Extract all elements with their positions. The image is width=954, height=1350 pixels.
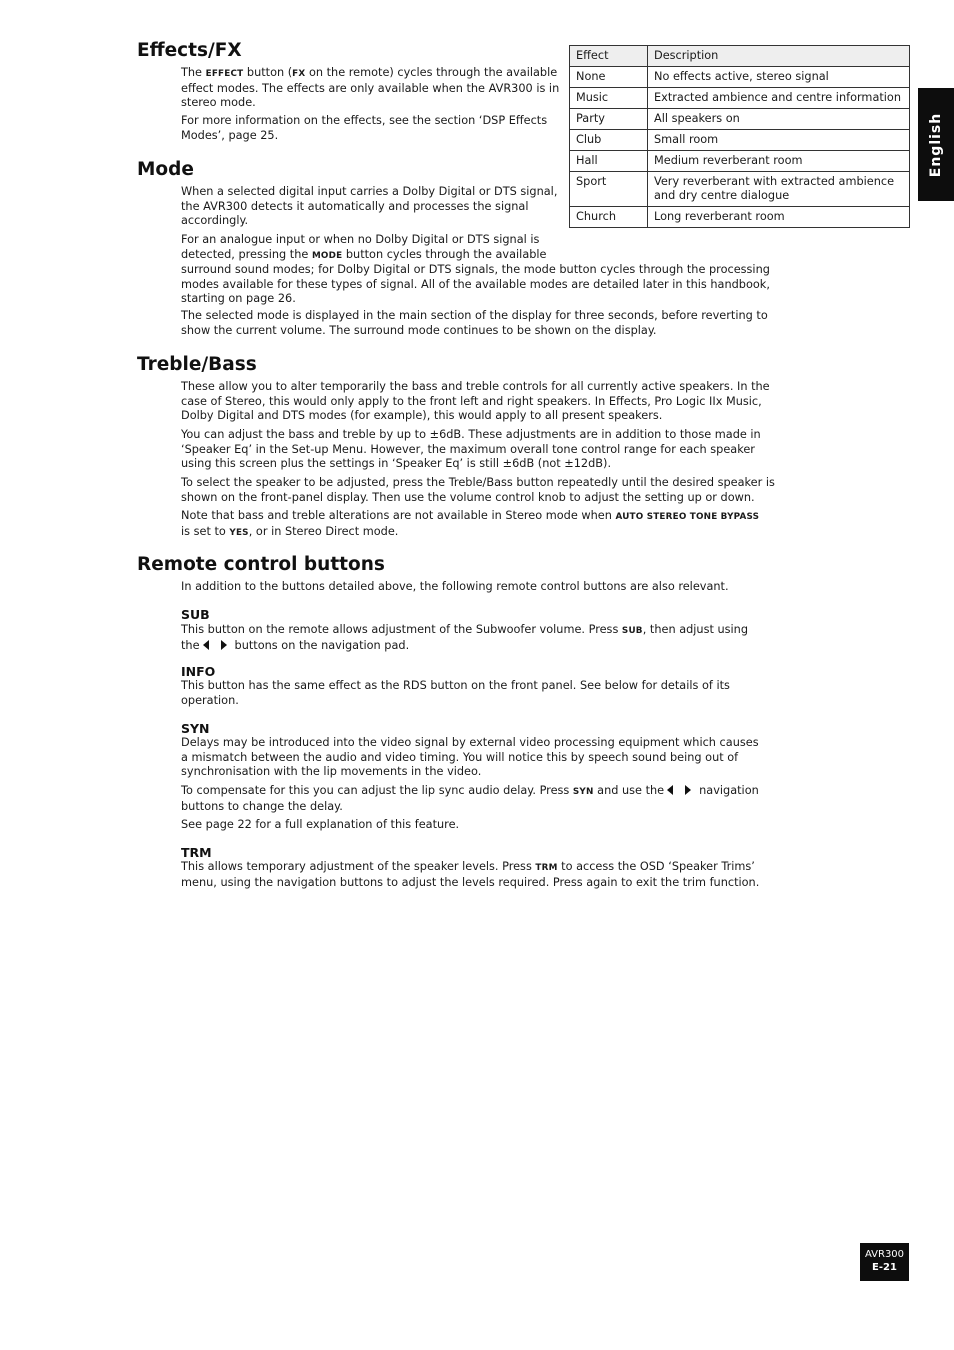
- remote-heading: Remote control buttons: [137, 554, 385, 575]
- table-row: Hall Medium reverberant room: [570, 151, 910, 172]
- page-number: E-21: [872, 1262, 897, 1273]
- table-row: Party All speakers on: [570, 109, 910, 130]
- model-name: AVR300: [864, 1249, 905, 1260]
- sub-paragraph: This button on the remote allows adjustment of the Subwoofer volume. Press SUB, then adjust using the buttons on the navigation pad.: [181, 623, 749, 652]
- treble-paragraph-3: To select the speaker to be adjusted, press the Treble/Bass button repeatedly until the desired speaker is shown on the front-panel display. Then use the volume control knob to adjust the setting up or down.: [181, 476, 775, 504]
- syn-paragraph-1: Delays may be introduced into the video signal by external video processing equipment which causes a mismatch between the audio and video timing. You will notice this by speech sound being out of synchronisation with the lip movements in the video.: [181, 736, 759, 778]
- table-header-description: Description: [648, 46, 910, 67]
- left-arrow-icon: [203, 640, 209, 650]
- syn-paragraph-3: See page 22 for a full explanation of this feature.: [181, 818, 460, 831]
- mode-paragraph-3: The selected mode is displayed in the main section of the display for three seconds, before reverting to show the current volume. The surround mode continues to be shown on the display.: [181, 309, 768, 337]
- table-header-row: [570, 46, 910, 67]
- page-number-box: [860, 1243, 909, 1281]
- syn-button-label: SYN: [572, 787, 594, 797]
- mode-paragraph-1: When a selected digital input carries a Dolby Digital or DTS signal, the AVR300 detects it automatically and processes the signal accordingly.: [181, 185, 558, 227]
- auto-stereo-tone-bypass-label: AUTO STEREO TONE BYPASS: [615, 512, 760, 522]
- trm-heading: TRM: [181, 845, 212, 860]
- mode-paragraph-2: For an analogue input or when no Dolby Digital or DTS signal is detected, pressing the MODE button cycles through the available surround sound modes; for Dolby Digital or DTS signals, the mode button cycles through the processing modes available for these types of signal. All of the available modes are detailed later in this handbook, starting on page 26.: [181, 233, 770, 305]
- right-arrow-icon: [685, 785, 691, 795]
- table-row: Sport Very reverberant with extracted ambience and dry centre dialogue: [570, 172, 910, 207]
- syn-paragraph-2: To compensate for this you can adjust the lip sync audio delay. Press SYN and use the navigation buttons to change the delay.: [181, 784, 759, 813]
- effects-paragraph-2: For more information on the effects, see the section ‘DSP Effects Modes’, page 25.: [181, 114, 548, 142]
- sub-heading: SUB: [181, 607, 210, 622]
- treble-bass-heading: Treble/Bass: [137, 354, 257, 375]
- remote-intro: In addition to the buttons detailed above, the following remote control buttons are also relevant.: [181, 580, 729, 593]
- syn-heading: SYN: [181, 721, 210, 736]
- treble-paragraph-2: You can adjust the bass and treble by up to ±6dB. These adjustments are in addition to those made in ‘Speaker Eq’ in the Set-up Menu. However, the maximum overall tone control range for each speaker using this screen plus the settings in ‘Speaker Eq’ is still ±6dB (not ±12dB).: [181, 428, 761, 470]
- mode-heading: Mode: [137, 159, 194, 180]
- table-row: Music Extracted ambience and centre information: [570, 88, 910, 109]
- mode-button-label: MODE: [311, 250, 343, 261]
- right-arrow-icon: [221, 640, 227, 650]
- effect-button-label: EFFECT: [205, 69, 244, 79]
- info-paragraph: This button has the same effect as the RDS button on the front panel. See below for details of its operation.: [181, 679, 730, 707]
- trm-button-label: TRM: [535, 863, 558, 873]
- effects-heading: Effects/FX: [137, 40, 242, 61]
- table-header-effect: Effect: [570, 46, 648, 67]
- fx-button-label: FX: [292, 69, 306, 79]
- trm-paragraph: This allows temporary adjustment of the speaker levels. Press TRM to access the OSD ‘Speaker Trims’ menu, using the navigation buttons to adjust the levels required. Press again to exit the trim function.: [181, 860, 760, 889]
- treble-paragraph-4: Note that bass and treble alterations are not available in Stereo mode when AUTO STEREO TONE BYPASS is set to YES, or in Stereo Direct mode.: [181, 509, 760, 538]
- effects-table: [569, 45, 910, 228]
- treble-paragraph-1: These allow you to alter temporarily the bass and treble controls for all currently active speakers. In the case of Stereo, this would only apply to the front left and right speakers. In Effects, Pro Logic IIx Music, Dolby Digital and DTS modes (for example), this would apply to all present speakers.: [181, 380, 770, 422]
- sub-button-label: SUB: [621, 626, 643, 636]
- table-row: Club Small room: [570, 130, 910, 151]
- effects-paragraph-1: The EFFECT button (FX on the remote) cycles through the available effect modes. The effects are only available when the AVR300 is in stereo mode.: [181, 66, 560, 109]
- yes-label: YES: [229, 527, 249, 538]
- language-tab: [918, 88, 954, 201]
- left-arrow-icon: [667, 785, 673, 795]
- table-row: Church Long reverberant room: [570, 207, 910, 228]
- language-tab-label: English: [927, 112, 944, 177]
- table-row: None No effects active, stereo signal: [570, 67, 910, 88]
- info-heading: INFO: [181, 664, 216, 679]
